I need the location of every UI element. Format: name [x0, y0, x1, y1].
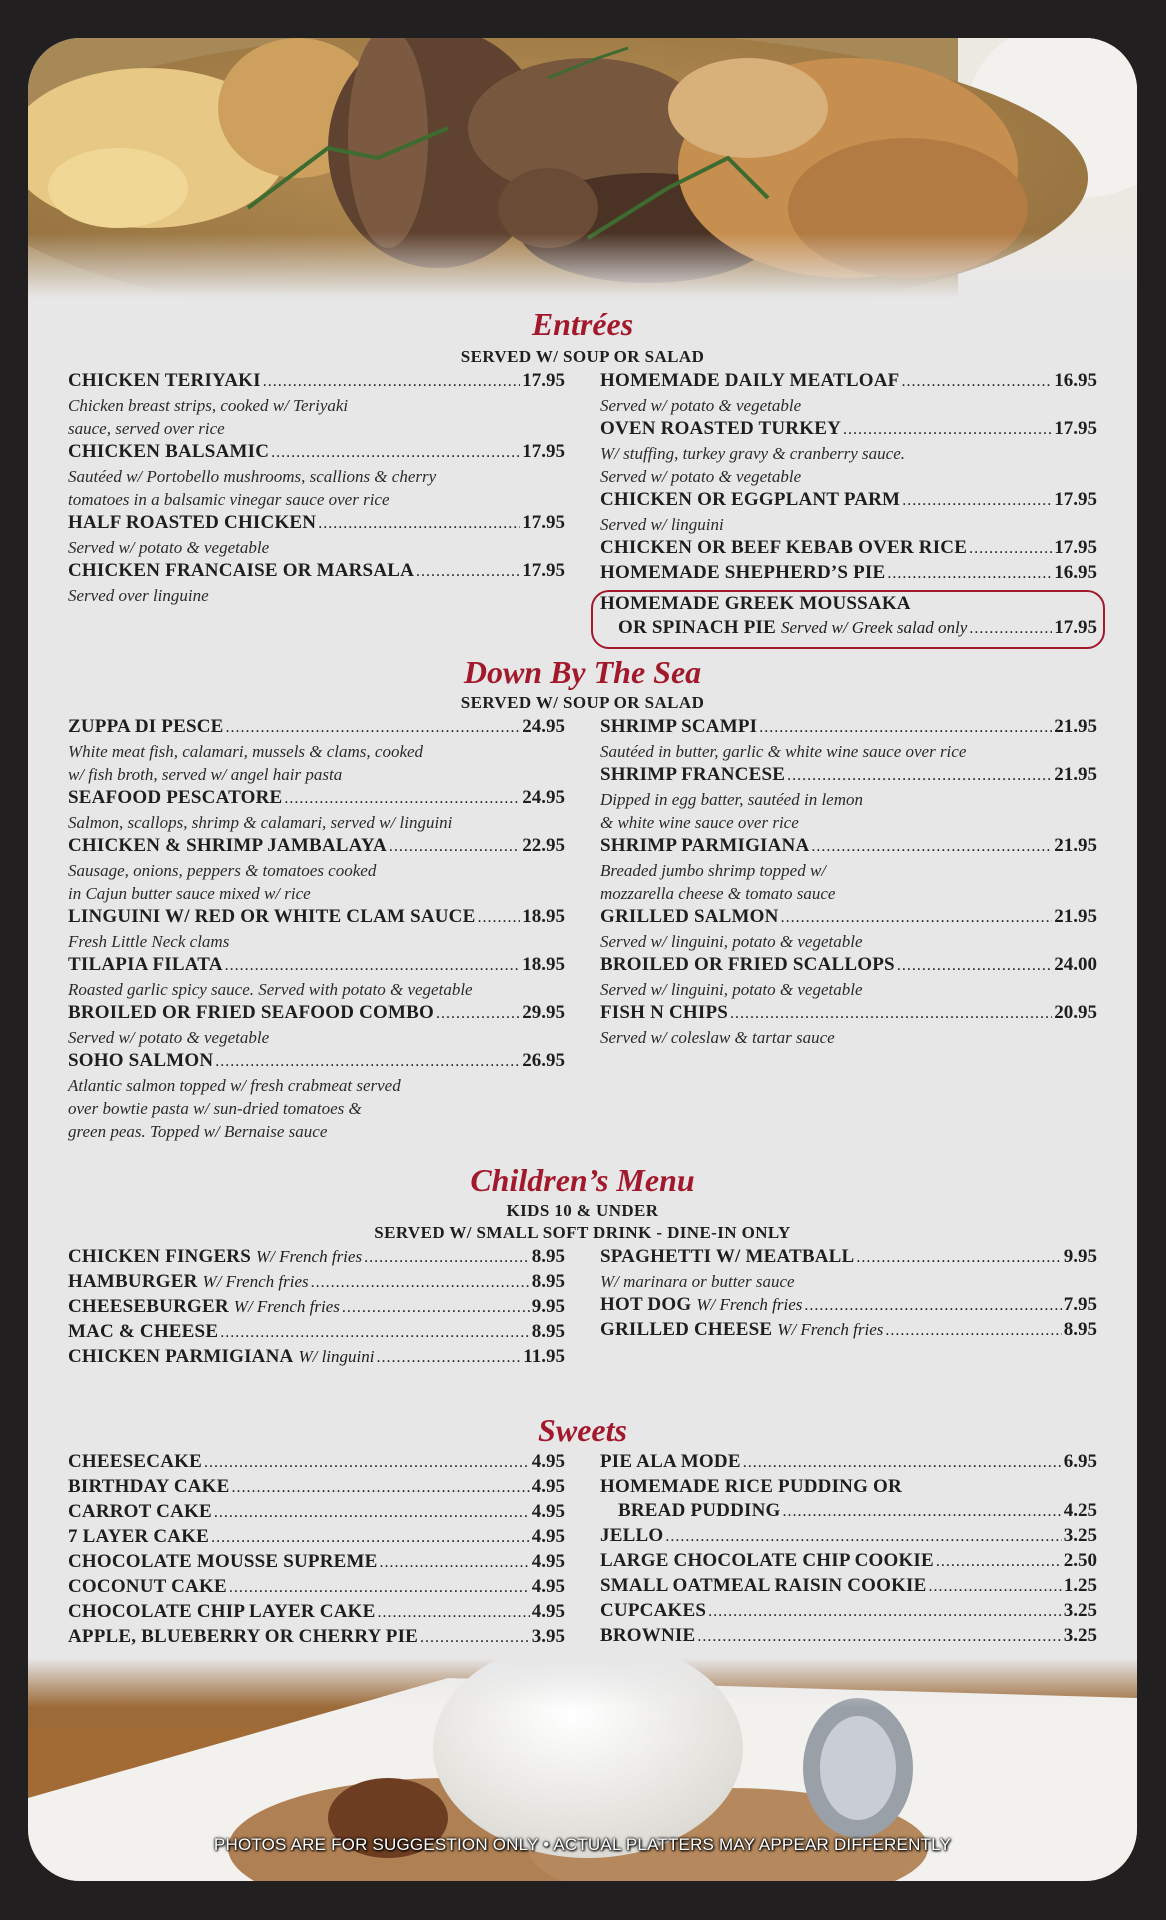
- menu-item-price: 4.95: [531, 1551, 565, 1572]
- menu-item: [600, 953, 1097, 1001]
- menu-item-price: 2.50: [1063, 1550, 1097, 1571]
- menu-item: [600, 369, 1097, 417]
- menu-item-line: [600, 715, 1097, 740]
- menu-item-line: [600, 1318, 1097, 1343]
- leader-dots: [787, 764, 1052, 788]
- menu-item-price: 3.25: [1063, 1600, 1097, 1621]
- menu-item-name: CHICKEN FRANCAISE OR MARSALA: [68, 560, 415, 581]
- menu-item: [68, 1295, 565, 1320]
- menu-item-name: GRILLED CHEESE: [600, 1319, 773, 1340]
- menu-item-price: 17.95: [522, 370, 565, 391]
- menu-item-note: W/ French fries: [233, 1297, 340, 1316]
- menu-item-line: [68, 1295, 565, 1320]
- menu-item-line: [68, 1270, 565, 1295]
- menu-item-name: SHRIMP PARMIGIANA: [600, 835, 810, 856]
- menu-item-name: HOMEMADE RICE PUDDING OR: [600, 1476, 902, 1497]
- sea-title: Down By The Sea: [463, 654, 702, 690]
- menu-item-note: W/ French fries: [777, 1320, 884, 1339]
- sea-subtitle: SERVED W/ SOUP OR SALAD: [460, 693, 705, 712]
- menu-item-name: HOMEMADE DAILY MEATLOAF: [600, 370, 900, 391]
- menu-item-price: 9.95: [1063, 1246, 1097, 1267]
- leader-dots: [811, 835, 1052, 859]
- menu-item-line: [68, 511, 565, 536]
- menu-card: [28, 38, 1137, 1881]
- menu-item-name: CHEESECAKE: [68, 1451, 202, 1472]
- menu-item-line: [600, 417, 1097, 442]
- leader-dots: [436, 1002, 520, 1026]
- leader-dots: [759, 716, 1052, 740]
- menu-item: [68, 1575, 565, 1600]
- menu-item-description: Atlantic salmon topped w/ fresh crabmeat served: [68, 1076, 401, 1095]
- menu-item-name: HAMBURGER: [68, 1271, 198, 1292]
- menu-item: [68, 511, 565, 559]
- menu-item-description: Served w/ linguini: [600, 515, 724, 534]
- menu-item-name: FISH N CHIPS: [600, 1002, 729, 1023]
- menu-item: [600, 1624, 1097, 1649]
- photo-disclaimer: PHOTOS ARE FOR SUGGESTION ONLY • ACTUAL PLATTERS MAY APPEAR DIFFERENTLY: [213, 1835, 952, 1854]
- leader-dots: [936, 1550, 1062, 1574]
- menu-item: [68, 905, 565, 953]
- menu-item-description: Served w/ linguini, potato & vegetable: [600, 980, 863, 999]
- menu-item-name: SEAFOOD PESCATORE: [68, 787, 283, 808]
- menu-item: [600, 905, 1097, 953]
- menu-item-description: Salmon, scallops, shrimp & calamari, served w/ linguini: [68, 813, 453, 832]
- leader-dots: [364, 1246, 530, 1270]
- menu-item: [600, 715, 1097, 763]
- menu-item-name: HALF ROASTED CHICKEN: [68, 512, 317, 533]
- leader-dots: [226, 716, 521, 740]
- menu-item: [68, 1450, 565, 1475]
- menu-item-name: HOT DOG: [600, 1294, 692, 1315]
- menu-item-price: 4.95: [531, 1576, 565, 1597]
- menu-item-line: [600, 1450, 1097, 1475]
- menu-item: [68, 786, 565, 834]
- menu-item: [600, 536, 1097, 561]
- menu-item-name: LARGE CHOCOLATE CHIP COOKIE: [600, 1550, 934, 1571]
- leader-dots: [708, 1600, 1062, 1624]
- menu-item-name: BROWNIE: [600, 1625, 696, 1646]
- menu-item-price: 24.95: [522, 787, 565, 808]
- menu-item-name: CHICKEN & SHRIMP JAMBALAYA: [68, 835, 387, 856]
- leader-dots: [843, 418, 1052, 442]
- menu-item-price: 17.95: [522, 441, 565, 462]
- menu-item-line: [68, 1625, 565, 1650]
- menu-item-price: 4.95: [531, 1601, 565, 1622]
- menu-item-price: 26.95: [522, 1050, 565, 1071]
- moussaka-item: [600, 592, 1097, 641]
- menu-item-note: W/ linguini: [298, 1347, 375, 1366]
- menu-item-name: SMALL OATMEAL RAISIN COOKIE: [600, 1575, 927, 1596]
- sweets-section: [28, 1412, 1137, 1647]
- menu-item-name: CUPCAKES: [600, 1600, 707, 1621]
- entrees-title: Entrées: [531, 306, 634, 342]
- menu-item: [68, 1475, 565, 1500]
- menu-item-price: 18.95: [522, 954, 565, 975]
- menu-item-name: GRILLED SALMON: [600, 906, 779, 927]
- menu-item-price: 8.95: [531, 1246, 565, 1267]
- leader-dots: [420, 1626, 530, 1650]
- leader-dots: [380, 1551, 530, 1575]
- menu-item-description: Served w/ linguini, potato & vegetable: [600, 932, 863, 951]
- menu-item-line: [68, 369, 565, 394]
- menu-item-name: BIRTHDAY CAKE: [68, 1476, 230, 1497]
- menu-item-price: 8.95: [531, 1321, 565, 1342]
- menu-item-description: Sautéed w/ Portobello mushrooms, scallions & cherry: [68, 467, 437, 486]
- leader-dots: [263, 370, 521, 394]
- leader-dots: [804, 1294, 1061, 1318]
- menu-item-line: [600, 834, 1097, 859]
- menu-item-name: MAC & CHEESE: [68, 1321, 219, 1342]
- menu-item-line: [68, 1245, 565, 1270]
- menu-item-line: [600, 1574, 1097, 1599]
- menu-item-description: Dipped in egg batter, sautéed in lemon: [600, 790, 863, 809]
- children-section: [28, 1162, 1137, 1367]
- leader-dots: [887, 562, 1052, 586]
- menu-item-name: CHICKEN BALSAMIC: [68, 441, 270, 462]
- leader-dots: [377, 1601, 529, 1625]
- leader-dots: [665, 1525, 1061, 1549]
- menu-item: [68, 1600, 565, 1625]
- menu-item-line: [600, 953, 1097, 978]
- menu-item: [68, 1625, 565, 1650]
- menu-item-price: 4.95: [531, 1526, 565, 1547]
- menu-item: [600, 1549, 1097, 1574]
- menu-item-name: CHOCOLATE MOUSSE SUPREME: [68, 1551, 378, 1572]
- menu-item-line: [600, 763, 1097, 788]
- menu-item-name: 7 LAYER CAKE: [68, 1526, 210, 1547]
- leader-dots: [225, 954, 521, 978]
- moussaka-name-line2: OR SPINACH PIE: [618, 617, 776, 638]
- entrees-right-column: [600, 369, 1097, 586]
- menu-item-line: [68, 1500, 565, 1525]
- menu-item-name: CHEESEBURGER: [68, 1296, 229, 1317]
- menu-item-description: Sausage, onions, peppers & tomatoes cooked: [68, 861, 377, 880]
- menu-item-line: [68, 1600, 565, 1625]
- menu-item-line: [68, 786, 565, 811]
- leader-dots: [284, 787, 520, 811]
- menu-item: [600, 1293, 1097, 1318]
- sweets-right-column: [600, 1450, 1097, 1649]
- menu-item: [68, 369, 565, 440]
- leader-dots: [730, 1002, 1052, 1026]
- moussaka-name-line1: HOMEMADE GREEK MOUSSAKA: [600, 593, 911, 614]
- leader-dots: [389, 835, 520, 859]
- leader-dots: [215, 1050, 520, 1074]
- menu-item-line: [600, 369, 1097, 394]
- menu-item-line: [600, 1549, 1097, 1574]
- menu-item: [600, 834, 1097, 905]
- menu-item-line: [68, 1320, 565, 1345]
- menu-item-price: 17.95: [522, 512, 565, 533]
- leader-dots: [897, 954, 1052, 978]
- menu-item-price: 20.95: [1054, 1002, 1097, 1023]
- leader-dots: [229, 1576, 530, 1600]
- leader-dots: [416, 560, 520, 584]
- menu-item-line: [68, 559, 565, 584]
- menu-item-line: [68, 1345, 565, 1370]
- menu-item-price: 7.95: [1063, 1294, 1097, 1315]
- menu-item-description: in Cajun butter sauce mixed w/ rice: [68, 884, 311, 903]
- menu-item-description: Breaded jumbo shrimp topped w/: [600, 861, 827, 880]
- menu-item-line: [68, 440, 565, 465]
- leader-dots: [901, 370, 1052, 394]
- menu-item-description: Chicken breast strips, cooked w/ Teriyaki: [68, 396, 349, 415]
- menu-item-note: W/ French fries: [696, 1295, 803, 1314]
- menu-item-price: 17.95: [1054, 489, 1097, 510]
- menu-item-line: [600, 1293, 1097, 1318]
- menu-item-price: 8.95: [531, 1271, 565, 1292]
- menu-item-price: 16.95: [1054, 562, 1097, 583]
- menu-item-name: BROILED OR FRIED SCALLOPS: [600, 954, 895, 975]
- menu-item-line: [68, 905, 565, 930]
- menu-item-note: W/ French fries: [256, 1247, 363, 1266]
- menu-item-name: HOMEMADE SHEPHERD’S PIE: [600, 562, 886, 583]
- leader-dots: [318, 512, 520, 536]
- menu-item-price: 8.95: [1063, 1319, 1097, 1340]
- menu-item-price: 21.95: [1054, 835, 1097, 856]
- menu-item: [68, 953, 565, 1001]
- menu-item-name: BREAD PUDDING: [618, 1500, 781, 1521]
- menu-item-description: Served over linguine: [68, 586, 209, 605]
- menu-item-line: [68, 1049, 565, 1074]
- menu-item-price: 4.95: [531, 1476, 565, 1497]
- leader-dots: [477, 906, 520, 930]
- leader-dots: [220, 1321, 530, 1345]
- menu-item: [600, 1450, 1097, 1475]
- menu-item-line: [68, 1475, 565, 1500]
- leader-dots: [232, 1476, 530, 1500]
- menu-item-name: CHICKEN TERIYAKI: [68, 370, 261, 391]
- menu-item-price: 22.95: [522, 835, 565, 856]
- menu-item-description: Sautéed in butter, garlic & white wine sauce over rice: [600, 742, 967, 761]
- leader-dots: [271, 441, 520, 465]
- menu-item: [600, 1524, 1097, 1549]
- menu-item-description: Served w/ potato & vegetable: [68, 1028, 270, 1047]
- menu-item-description: w/ fish broth, served w/ angel hair pasta: [68, 765, 343, 784]
- menu-item-description: W/ marinara or butter sauce: [600, 1272, 795, 1291]
- leader-dots: [781, 906, 1053, 930]
- menu-item-name: CHICKEN OR EGGPLANT PARM: [600, 489, 901, 510]
- children-left-column: [68, 1245, 565, 1370]
- menu-item: [68, 1345, 565, 1370]
- menu-item-description: sauce, served over rice: [68, 419, 225, 438]
- menu-item: [600, 1499, 1097, 1524]
- leader-dots: [211, 1526, 530, 1550]
- menu-item-name: APPLE, BLUEBERRY OR CHERRY PIE: [68, 1626, 419, 1647]
- menu-item: [600, 1001, 1097, 1049]
- menu-item-line: [600, 1245, 1097, 1270]
- menu-item-name: CHICKEN PARMIGIANA: [68, 1346, 294, 1367]
- menu-item-line: [68, 953, 565, 978]
- chicken-mushroom-photo: [28, 38, 1137, 298]
- menu-item-price: 3.95: [531, 1626, 565, 1647]
- menu-item-description: Roasted garlic spicy sauce. Served with potato & vegetable: [68, 980, 473, 999]
- menu-item-line: [600, 1001, 1097, 1026]
- menu-item-line: [600, 1475, 1097, 1499]
- menu-item-price: 6.95: [1063, 1451, 1097, 1472]
- menu-item-price: 1.25: [1063, 1575, 1097, 1596]
- leader-dots: [885, 1319, 1061, 1343]
- menu-item: [68, 1550, 565, 1575]
- menu-item-name: SHRIMP SCAMPI: [600, 716, 758, 737]
- menu-item-name: ZUPPA DI PESCE: [68, 716, 224, 737]
- menu-item: [600, 417, 1097, 488]
- menu-item-name: PIE ALA MODE: [600, 1451, 741, 1472]
- entrees-subtitle: SERVED W/ SOUP OR SALAD: [460, 347, 705, 366]
- menu-item-description: White meat fish, calamari, mussels & clams, cooked: [68, 742, 424, 761]
- menu-item-line: [600, 1524, 1097, 1549]
- menu-item-line: [600, 1599, 1097, 1624]
- menu-item-price: 21.95: [1054, 764, 1097, 785]
- menu-item-name: JELLO: [600, 1525, 664, 1546]
- leader-dots: [902, 489, 1052, 513]
- menu-item-price: 29.95: [522, 1002, 565, 1023]
- menu-item-name: BROILED OR FRIED SEAFOOD COMBO: [68, 1002, 434, 1023]
- menu-item-line: [600, 1499, 1097, 1524]
- leader-dots: [929, 1575, 1062, 1599]
- menu-item-line: [600, 536, 1097, 561]
- menu-item-price: 11.95: [523, 1346, 565, 1367]
- menu-item-price: 24.95: [522, 716, 565, 737]
- leader-dots: [311, 1271, 530, 1295]
- menu-item-line: [68, 715, 565, 740]
- menu-item-description: mozzarella cheese & tomato sauce: [600, 884, 836, 903]
- menu-item-name: SOHO SALMON: [68, 1050, 214, 1071]
- leader-dots: [204, 1451, 530, 1475]
- menu-item-description: Served w/ coleslaw & tartar sauce: [600, 1028, 835, 1047]
- menu-item-name: SPAGHETTI W/ MEATBALL: [600, 1246, 855, 1267]
- children-subtitle-drink: SERVED W/ SMALL SOFT DRINK - DINE-IN ONLY: [374, 1223, 791, 1242]
- sea-section: [28, 654, 1137, 1141]
- menu-item-description: over bowtie pasta w/ sun-dried tomatoes &: [68, 1099, 362, 1118]
- menu-item: [68, 1245, 565, 1270]
- menu-item-price: 24.00: [1054, 954, 1097, 975]
- menu-item-name: COCONUT CAKE: [68, 1576, 227, 1597]
- menu-item-price: 4.95: [531, 1451, 565, 1472]
- menu-item: [600, 488, 1097, 536]
- menu-item: [600, 1599, 1097, 1624]
- leader-dots: [342, 1296, 530, 1320]
- leader-dots: [969, 617, 1052, 641]
- children-title: Children’s Menu: [470, 1162, 695, 1198]
- moussaka-price: 17.95: [1054, 617, 1097, 638]
- menu-item: [68, 1525, 565, 1550]
- menu-item-description: Served w/ potato & vegetable: [600, 467, 802, 486]
- menu-item-price: 4.25: [1063, 1500, 1097, 1521]
- menu-item-line: [600, 905, 1097, 930]
- children-right-column: [600, 1245, 1097, 1343]
- leader-dots: [376, 1346, 521, 1370]
- menu-item-description: W/ stuffing, turkey gravy & cranberry sauce.: [600, 444, 905, 463]
- menu-item-price: 17.95: [1054, 418, 1097, 439]
- leader-dots: [969, 537, 1052, 561]
- menu-item-price: 4.95: [531, 1501, 565, 1522]
- moussaka-note: Served w/ Greek salad only: [780, 618, 968, 637]
- menu-item-line: [600, 1624, 1097, 1649]
- menu-item: [600, 561, 1097, 586]
- menu-item: [68, 440, 565, 511]
- menu-item: [600, 1318, 1097, 1343]
- leader-dots: [783, 1500, 1062, 1524]
- menu-item-name: CARROT CAKE: [68, 1501, 212, 1522]
- menu-item-line: [68, 1575, 565, 1600]
- leader-dots: [214, 1501, 530, 1525]
- menu-item: [600, 763, 1097, 834]
- menu-item-price: 17.95: [522, 560, 565, 581]
- menu-item-description: Fresh Little Neck clams: [68, 932, 230, 951]
- sweets-title: Sweets: [538, 1412, 627, 1448]
- menu-item-line: [600, 561, 1097, 586]
- menu-item-description: tomatoes in a balsamic vinegar sauce over rice: [68, 490, 390, 509]
- menu-item-name: CHICKEN FINGERS: [68, 1246, 251, 1267]
- leader-dots: [856, 1246, 1061, 1270]
- menu-item: [68, 715, 565, 786]
- menu-item-name: CHICKEN OR BEEF KEBAB OVER RICE: [600, 537, 968, 558]
- menu-item-name: LINGUINI W/ RED OR WHITE CLAM SAUCE: [68, 906, 476, 927]
- menu-item: [68, 559, 565, 607]
- sea-right-column: [600, 715, 1097, 1049]
- menu-item-price: 9.95: [531, 1296, 565, 1317]
- menu-item-price: 21.95: [1054, 716, 1097, 737]
- menu-item-line: [68, 1550, 565, 1575]
- leader-dots: [697, 1625, 1061, 1649]
- menu-item-price: 17.95: [1054, 537, 1097, 558]
- sweets-left-column: [68, 1450, 565, 1650]
- menu-item: [600, 1574, 1097, 1599]
- menu-item-price: 21.95: [1054, 906, 1097, 927]
- menu-item-name: TILAPIA FILATA: [68, 954, 223, 975]
- menu-item-line: [68, 1001, 565, 1026]
- menu-item-price: 3.25: [1063, 1625, 1097, 1646]
- menu-item-description: green peas. Topped w/ Bernaise sauce: [68, 1122, 328, 1141]
- menu-item: [68, 1320, 565, 1345]
- sea-left-column: [68, 715, 565, 1143]
- menu-item-description: & white wine sauce over rice: [600, 813, 799, 832]
- menu-item: [68, 1049, 565, 1143]
- menu-item-line: [68, 834, 565, 859]
- menu-item-note: W/ French fries: [202, 1272, 309, 1291]
- menu-item: [68, 834, 565, 905]
- menu-item: [68, 1001, 565, 1049]
- menu-item-line: [68, 1450, 565, 1475]
- menu-item-price: 3.25: [1063, 1525, 1097, 1546]
- menu-item-name: SHRIMP FRANCESE: [600, 764, 786, 785]
- leader-dots: [743, 1451, 1062, 1475]
- menu-item-line: [68, 1525, 565, 1550]
- menu-item-description: Served w/ potato & vegetable: [68, 538, 270, 557]
- entrees-left-column: [68, 369, 565, 607]
- menu-item: [600, 1245, 1097, 1293]
- menu-item: [600, 1475, 1097, 1499]
- menu-item-name: OVEN ROASTED TURKEY: [600, 418, 841, 439]
- children-subtitle-age: KIDS 10 & UNDER: [506, 1201, 659, 1220]
- menu-item-price: 18.95: [522, 906, 565, 927]
- menu-item: [68, 1270, 565, 1295]
- menu-item-description: Served w/ potato & vegetable: [600, 396, 802, 415]
- menu-item-name: CHOCOLATE CHIP LAYER CAKE: [68, 1601, 376, 1622]
- menu-item-line: [600, 488, 1097, 513]
- menu-item: [68, 1500, 565, 1525]
- menu-item-price: 16.95: [1054, 370, 1097, 391]
